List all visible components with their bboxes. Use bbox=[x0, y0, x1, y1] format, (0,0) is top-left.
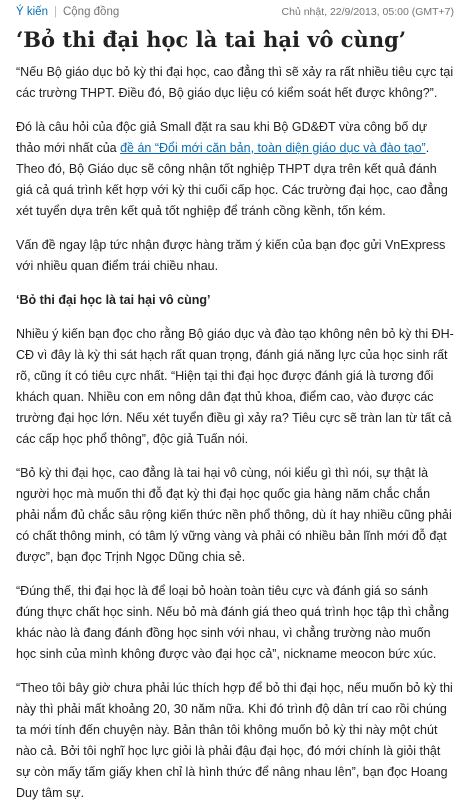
article-paragraph: Nhiều ý kiến bạn đọc cho rằng Bộ giáo dục và đào tạo không nên bỏ kỳ thi ĐH-CĐ vì đây là kỳ thi sát hạch rất quan trọng, đánh giá năng lực của học sinh rất rõ, cũng ít có tiêu cực nhất. “Hiện tại thi đại học được đánh giá là tương đối khách quan. Nhiều con em nông dân đạt thủ khoa, điểm cao, vào được các trường đại học lớn. Nếu xét tuyển điều gì xảy ra? Tiêu cực sẽ tràn lan từ tất cả các cấp học phổ thông”, độc giả Tuấn nói. bbox=[16, 327, 454, 446]
paragraph-text: Đó là câu hỏi của độc giả Small đặt ra sau khi Bộ GD&ĐT vừa công bố dự thảo mới nhất của bbox=[16, 120, 428, 155]
article-body bbox=[16, 62, 454, 804]
breadcrumb-category-link[interactable]: Ý kiến bbox=[16, 6, 48, 18]
article-paragraph: “Đúng thế, thi đại học là để loại bỏ hoàn toàn tiêu cực và đánh giá so sánh đúng thực chất học sinh. Nếu bỏ mà đánh giá theo quá trình học tập thì chẳng khác nào là đang đánh đồng học sinh với nhau, vì chẳng trường nào muốn học sinh của mình không được vào đại học cả”, nickname meocon bức xúc. bbox=[16, 584, 449, 661]
article-subheading: ‘Bỏ thi đại học là tai hại vô cùng’ bbox=[16, 293, 211, 307]
project-link[interactable]: đề án “Đổi mới căn bản, toàn diện giáo dục và đào tạo” bbox=[120, 141, 426, 155]
breadcrumb bbox=[16, 6, 119, 18]
article-paragraph bbox=[16, 117, 454, 222]
article-paragraph: “Theo tôi bây giờ chưa phải lúc thích hợp để bỏ thi đại học, nếu muốn bỏ kỳ thi này thì phải mất khoảng 20, 30 năm nữa. Khi đó trình độ dân trí cao rồi chúng ta mới tính đến chuyện này. Bản thân tôi không muốn bỏ kỳ thi này một chút nào cả. Bởi tôi nghĩ học lực giỏi là phải đậu đại học, đó mới chính là giỏi thật sự còn mấy tấm giấy khen chỉ là hình thức để nâng nhau lên”, bạn đọc Hoang Duy tâm sự. bbox=[16, 681, 453, 800]
breadcrumb-subcategory-link[interactable]: Cộng đồng bbox=[62, 6, 120, 18]
article-paragraph: “Bỏ kỳ thi đại học, cao đẳng là tai hại vô cùng, nói kiểu gì thì nói, sự thật là người học mà muốn thi đỗ đạt kỳ thi đại học quốc gia hàng năm chắc chắn phải nắm đủ chắc sâu rộng kiến thức nền phổ thông, dù ít hay nhiều cũng phải có chất thông minh, có tâm lý vững vàng và phải có nhiều bản lĩnh mới đỗ đạt được”, bạn đọc Trịnh Ngọc Dũng chia sẻ. bbox=[16, 466, 452, 564]
paragraph-text: . Theo đó, Bộ Giáo dục sẽ công nhận tốt nghiệp THPT dựa trên kết quả đánh giá cả quá trình kết hợp với kỳ thi cuối cấp học. Các trường đại học, cao đẳng xét tuyển dựa trên kết quả tốt nghiệp để tránh cồng kềnh, tốn kém. bbox=[16, 141, 448, 218]
article-title: ‘Bỏ thi đại học là tai hại vô cùng’ bbox=[16, 27, 407, 52]
breadcrumb-separator: | bbox=[53, 6, 57, 18]
article-paragraph: “Nếu Bộ giáo dục bỏ kỳ thi đại học, cao đẳng thì sẽ xảy ra rất nhiều tiêu cực tại các trường THPT. Điều đó, Bộ giáo dục liệu có kiểm soát hết được không?”. bbox=[16, 65, 454, 100]
publish-date: Chủ nhật, 22/9/2013, 05:00 (GMT+7) bbox=[281, 6, 454, 18]
article-meta bbox=[16, 4, 454, 20]
article-paragraph: Vấn đề ngay lập tức nhận được hàng trăm ý kiến của bạn đọc gửi VnExpress với nhiều quan điểm trái chiều nhau. bbox=[16, 238, 446, 273]
